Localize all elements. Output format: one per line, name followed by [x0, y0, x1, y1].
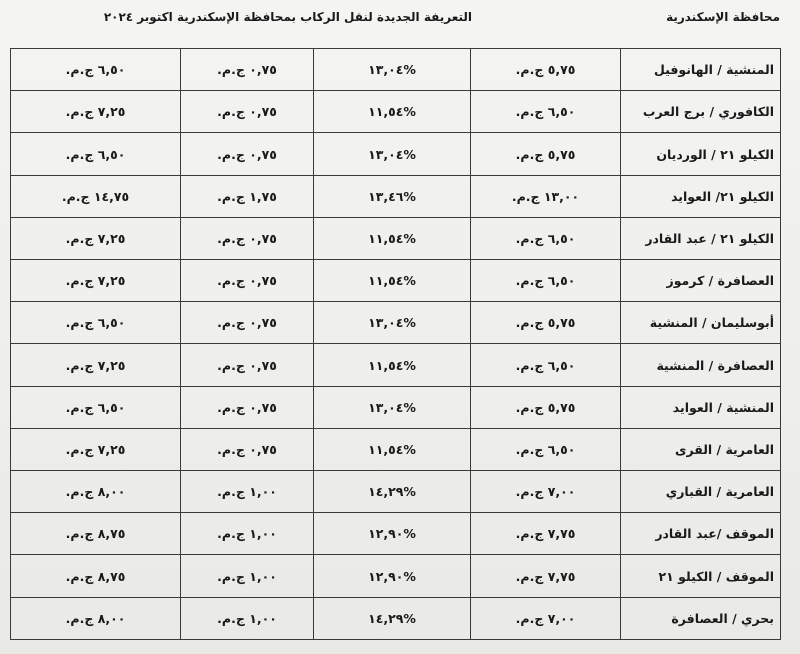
new-fare-cell: ٧,٢٥ ج.م. — [11, 344, 181, 386]
table-row — [11, 344, 781, 386]
new-fare-cell: ٨,٧٥ ج.م. — [11, 555, 181, 597]
table-row — [11, 260, 781, 302]
table-row — [11, 428, 781, 470]
table-row — [11, 175, 781, 217]
new-fare-cell: ٧,٢٥ ج.م. — [11, 260, 181, 302]
old-fare-cell: ٧,٧٥ ج.م. — [471, 513, 621, 555]
increase-amount-cell: ١,٧٥ ج.م. — [181, 175, 314, 217]
increase-percent-cell: %١٣,٠٤ — [314, 133, 471, 175]
increase-amount-cell: ٠,٧٥ ج.م. — [181, 260, 314, 302]
table-row — [11, 217, 781, 259]
increase-amount-cell: ١,٠٠ ج.م. — [181, 513, 314, 555]
new-fare-cell: ٦,٥٠ ج.م. — [11, 302, 181, 344]
old-fare-cell: ٥,٧٥ ج.م. — [471, 133, 621, 175]
old-fare-cell: ٦,٥٠ ج.م. — [471, 217, 621, 259]
increase-percent-cell: %١٣,٠٤ — [314, 386, 471, 428]
increase-percent-cell: %١٣,٤٦ — [314, 175, 471, 217]
increase-amount-cell: ٠,٧٥ ج.م. — [181, 133, 314, 175]
increase-percent-cell: %١٣,٠٤ — [314, 49, 471, 91]
table-row — [11, 386, 781, 428]
old-fare-cell: ٧,٠٠ ج.م. — [471, 471, 621, 513]
table-row — [11, 91, 781, 133]
route-name-cell: العامرية / القباري — [621, 471, 781, 513]
increase-percent-cell: %١١,٥٤ — [314, 260, 471, 302]
route-name-cell: بحري / العصافرة — [621, 597, 781, 639]
route-name-cell: الموقف /عبد القادر — [621, 513, 781, 555]
new-fare-cell: ٨,٠٠ ج.م. — [11, 597, 181, 639]
new-fare-cell: ١٤,٧٥ ج.م. — [11, 175, 181, 217]
old-fare-cell: ٥,٧٥ ج.م. — [471, 49, 621, 91]
new-fare-cell: ٨,٠٠ ج.م. — [11, 471, 181, 513]
increase-percent-cell: %١١,٥٤ — [314, 428, 471, 470]
old-fare-cell: ٦,٥٠ ج.م. — [471, 260, 621, 302]
route-name-cell: الكيلو ٢١/ العوايد — [621, 175, 781, 217]
table-row — [11, 555, 781, 597]
increase-amount-cell: ١,٠٠ ج.م. — [181, 597, 314, 639]
route-name-cell: العصافرة / كرموز — [621, 260, 781, 302]
old-fare-cell: ١٣,٠٠ ج.م. — [471, 175, 621, 217]
new-fare-cell: ٧,٢٥ ج.م. — [11, 217, 181, 259]
table-row — [11, 513, 781, 555]
increase-percent-cell: %١٤,٢٩ — [314, 597, 471, 639]
route-name-cell: المنشية / العوايد — [621, 386, 781, 428]
new-fare-cell: ٦,٥٠ ج.م. — [11, 386, 181, 428]
increase-amount-cell: ٠,٧٥ ج.م. — [181, 386, 314, 428]
new-fare-cell: ٨,٧٥ ج.م. — [11, 513, 181, 555]
route-name-cell: الكيلو ٢١ / الورديان — [621, 133, 781, 175]
old-fare-cell: ٦,٥٠ ج.م. — [471, 91, 621, 133]
increase-percent-cell: %١١,٥٤ — [314, 344, 471, 386]
fares-table — [10, 48, 781, 640]
new-fare-cell: ٦,٥٠ ج.م. — [11, 133, 181, 175]
route-name-cell: الكافوري / برج العرب — [621, 91, 781, 133]
increase-amount-cell: ١,٠٠ ج.م. — [181, 555, 314, 597]
increase-percent-cell: %١١,٥٤ — [314, 217, 471, 259]
increase-amount-cell: ٠,٧٥ ج.م. — [181, 91, 314, 133]
increase-amount-cell: ٠,٧٥ ج.م. — [181, 428, 314, 470]
old-fare-cell: ٥,٧٥ ج.م. — [471, 302, 621, 344]
route-name-cell: الموقف / الكيلو ٢١ — [621, 555, 781, 597]
increase-amount-cell: ٠,٧٥ ج.م. — [181, 344, 314, 386]
old-fare-cell: ٦,٥٠ ج.م. — [471, 344, 621, 386]
route-name-cell: العامرية / القرى — [621, 428, 781, 470]
old-fare-cell: ٦,٥٠ ج.م. — [471, 428, 621, 470]
route-name-cell: أبوسليمان / المنشية — [621, 302, 781, 344]
old-fare-cell: ٧,٧٥ ج.م. — [471, 555, 621, 597]
new-fare-cell: ٦,٥٠ ج.م. — [11, 49, 181, 91]
table-row — [11, 49, 781, 91]
document-title: التعريفة الجديدة لنقل الركاب بمحافظة الإسكندرية اكتوبر ٢٠٢٤ — [103, 10, 472, 24]
governorate-label: محافظة الإسكندرية — [666, 10, 780, 24]
old-fare-cell: ٧,٠٠ ج.م. — [471, 597, 621, 639]
route-name-cell: الكيلو ٢١ / عبد القادر — [621, 217, 781, 259]
new-fare-cell: ٧,٢٥ ج.م. — [11, 91, 181, 133]
new-fare-cell: ٧,٢٥ ج.م. — [11, 428, 181, 470]
route-name-cell: العصافرة / المنشية — [621, 344, 781, 386]
increase-percent-cell: %١١,٥٤ — [314, 91, 471, 133]
old-fare-cell: ٥,٧٥ ج.م. — [471, 386, 621, 428]
table-row — [11, 597, 781, 639]
increase-percent-cell: %١٢,٩٠ — [314, 513, 471, 555]
increase-percent-cell: %١٢,٩٠ — [314, 555, 471, 597]
increase-amount-cell: ٠,٧٥ ج.م. — [181, 302, 314, 344]
route-name-cell: المنشية / الهانوفيل — [621, 49, 781, 91]
increase-amount-cell: ٠,٧٥ ج.م. — [181, 49, 314, 91]
table-row — [11, 471, 781, 513]
increase-percent-cell: %١٣,٠٤ — [314, 302, 471, 344]
table-row — [11, 302, 781, 344]
increase-percent-cell: %١٤,٢٩ — [314, 471, 471, 513]
table-row — [11, 133, 781, 175]
increase-amount-cell: ٠,٧٥ ج.م. — [181, 217, 314, 259]
increase-amount-cell: ١,٠٠ ج.م. — [181, 471, 314, 513]
